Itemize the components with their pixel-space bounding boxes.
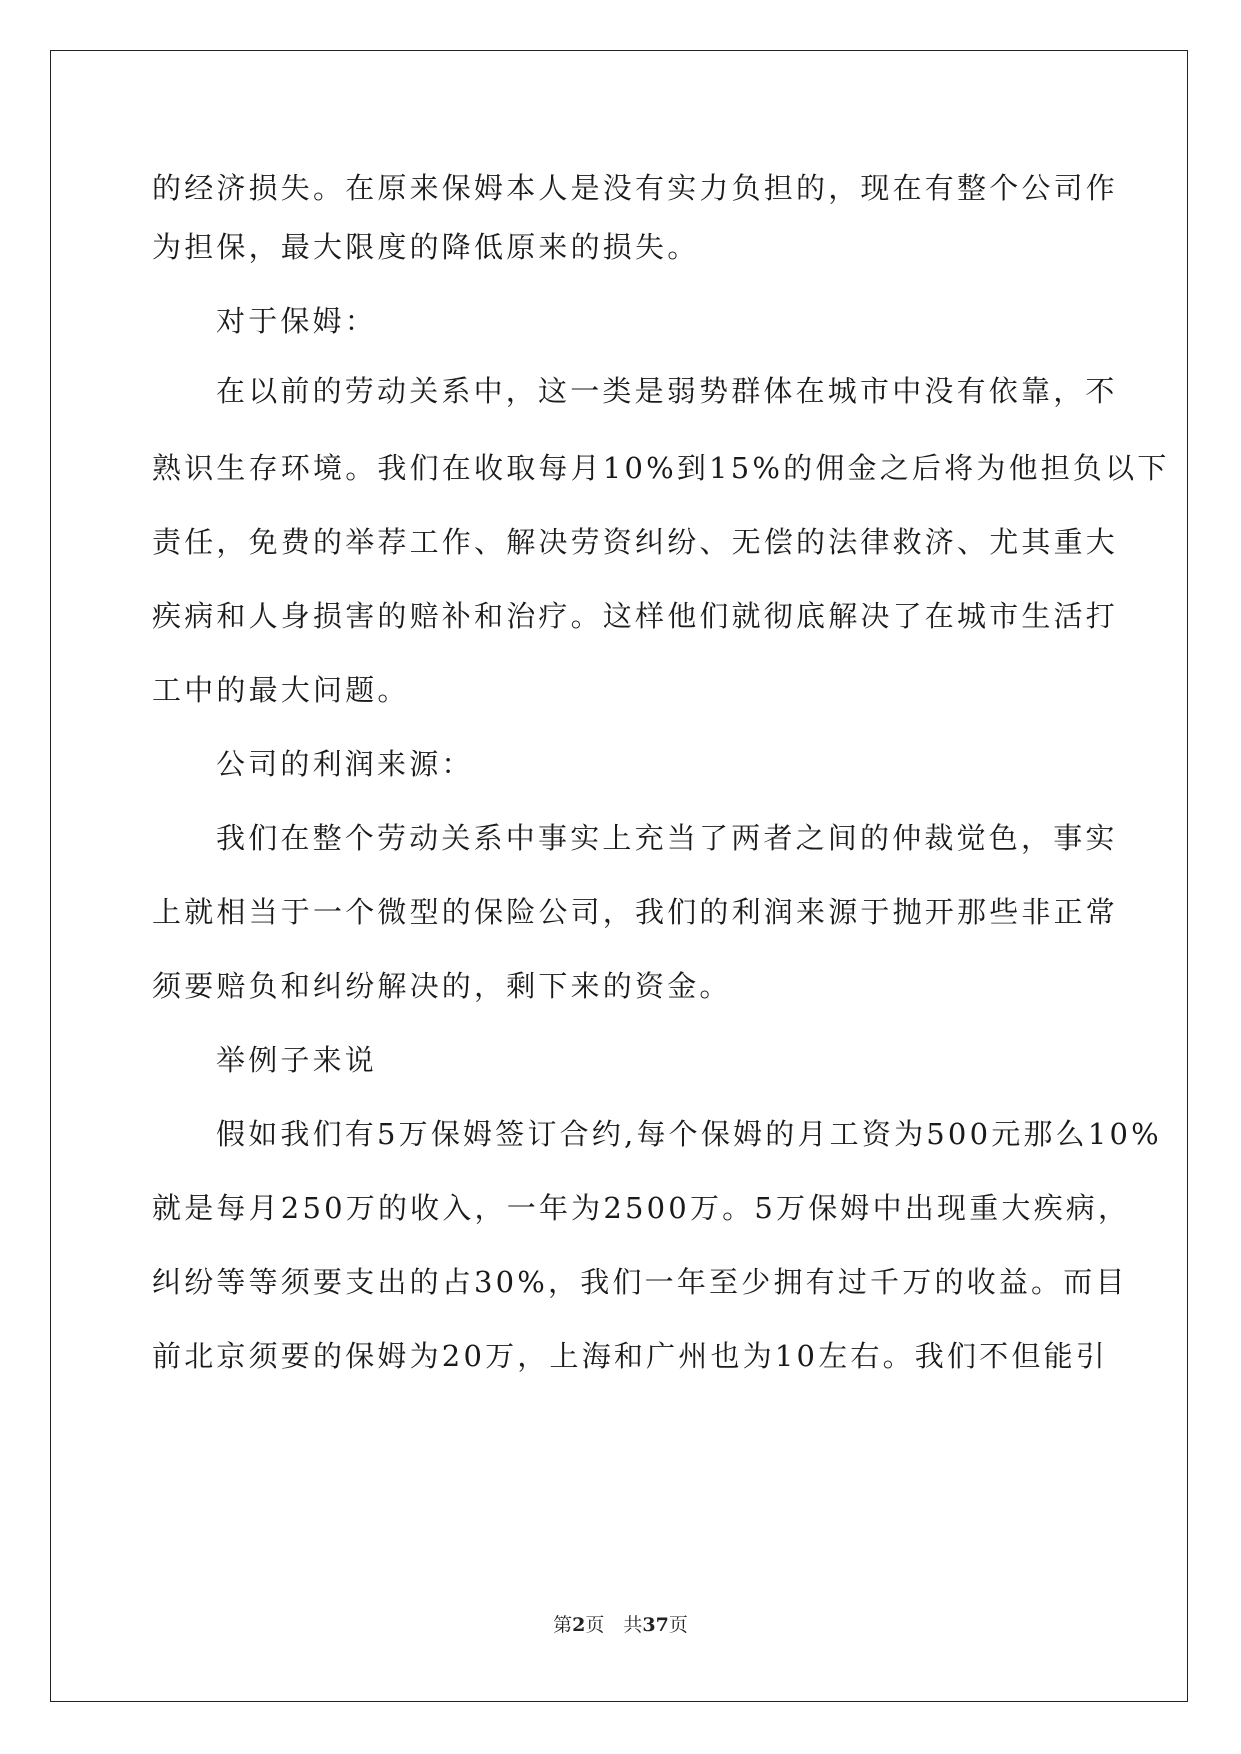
current-page-number: 2 <box>572 1614 586 1636</box>
page-border <box>50 50 1188 1702</box>
text-line: 前北京须要的保姆为20万，上海和广州也为10左右。我们不但能引 <box>152 1339 1109 1373</box>
section-heading-example: 举例子来说 <box>216 1043 378 1077</box>
text-line: 须要赔负和纠纷解决的，剩下来的资金。 <box>152 969 732 1003</box>
text-line: 上就相当于一个微型的保险公司，我们的利润来源于抛开那些非正常 <box>152 895 1119 929</box>
text-line: 为担保，最大限度的降低原来的损失。 <box>152 230 700 264</box>
text-line: 在以前的劳动关系中，这一类是弱势群体在城市中没有依靠，不 <box>216 374 1118 408</box>
text-line: 疾病和人身损害的赔补和治疗。这样他们就彻底解决了在城市生活打 <box>152 599 1119 633</box>
text-line: 假如我们有5万保姆签订合约,每个保姆的月工资为500元那么10% <box>216 1117 1162 1151</box>
footer-middle: 页 共 <box>585 1614 643 1636</box>
text-line: 熟识生存环境。我们在收取每月10%到15%的佣金之后将为他担负以下 <box>152 451 1170 485</box>
section-heading-nanny: 对于保姆： <box>216 304 378 338</box>
text-line: 责任，免费的举荐工作、解决劳资纠纷、无偿的法律救济、尤其重大 <box>152 525 1119 559</box>
total-page-number: 37 <box>642 1614 669 1636</box>
footer-prefix: 第 <box>553 1614 573 1636</box>
footer-suffix: 页 <box>668 1614 688 1636</box>
text-line: 的经济损失。在原来保姆本人是没有实力负担的，现在有整个公司作 <box>152 171 1119 205</box>
text-line: 我们在整个劳动关系中事实上充当了两者之间的仲裁觉色，事实 <box>216 821 1118 855</box>
text-line: 就是每月250万的收入，一年为2500万。5万保姆中出现重大疾病， <box>152 1191 1131 1225</box>
page-footer <box>0 1612 1241 1638</box>
text-line: 纠纷等等须要支出的占30%，我们一年至少拥有过千万的收益。而目 <box>152 1265 1128 1299</box>
section-heading-profit-source: 公司的利润来源： <box>216 747 474 781</box>
text-line: 工中的最大问题。 <box>152 673 410 707</box>
